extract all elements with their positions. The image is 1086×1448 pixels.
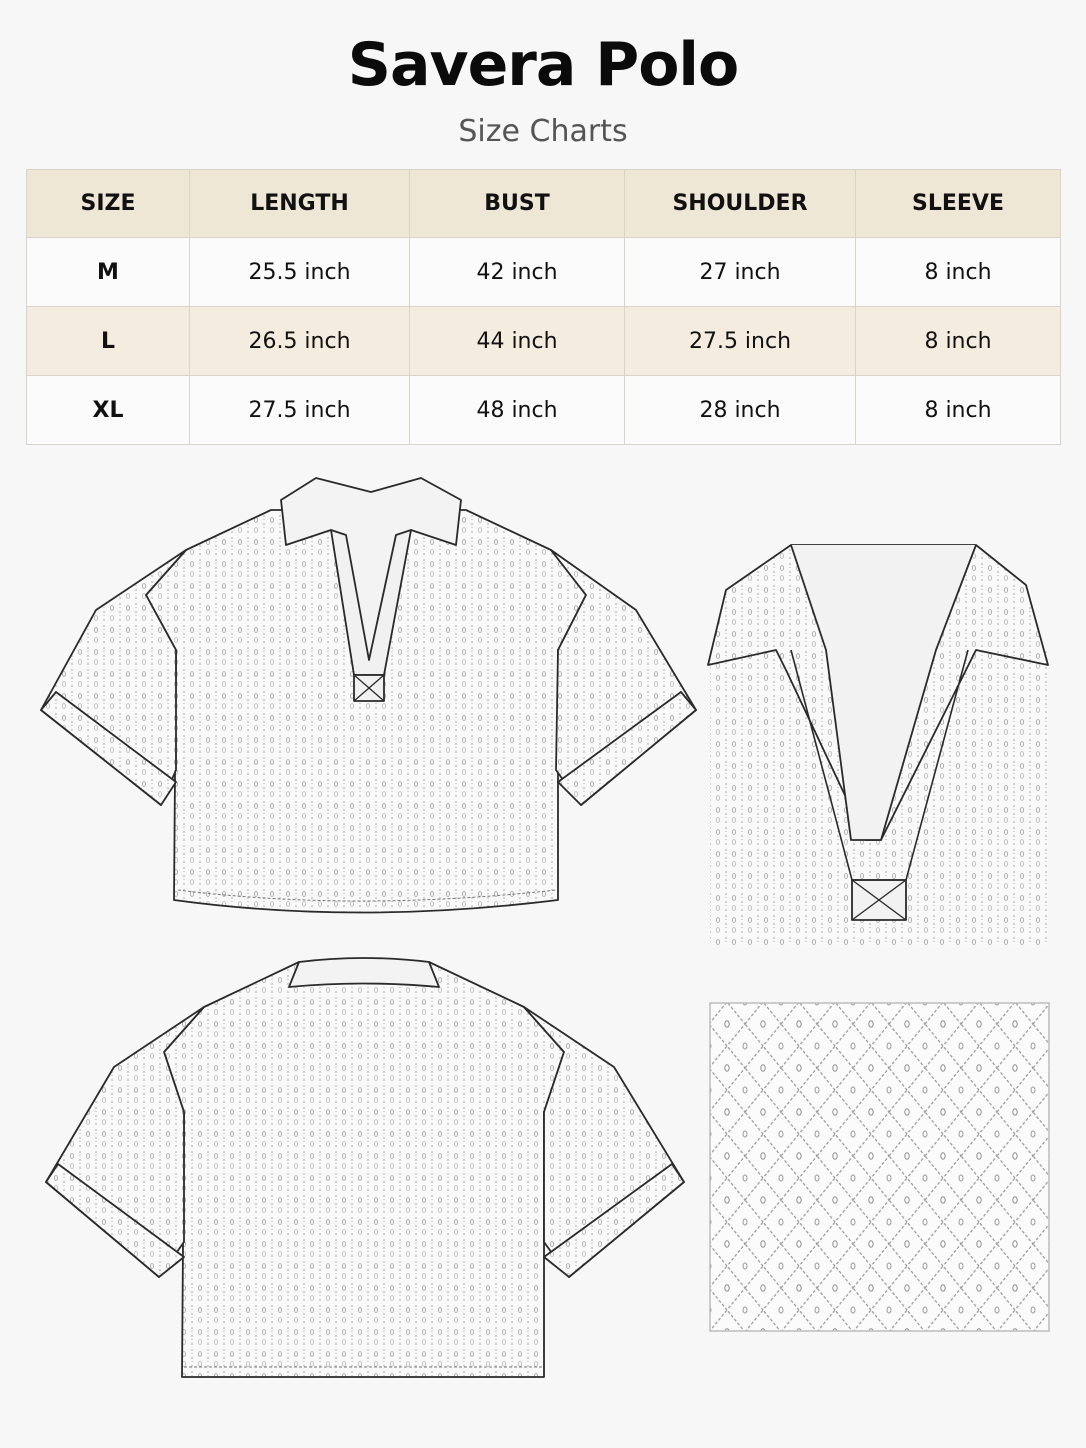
cell-size: L [27, 307, 190, 376]
cell-shoulder: 27 inch [625, 238, 856, 307]
cell-shoulder: 27.5 inch [625, 307, 856, 376]
cell-sleeve: 8 inch [856, 376, 1061, 445]
cell-bust: 42 inch [410, 238, 625, 307]
fabric-swatch-illustration [709, 1002, 1050, 1332]
cell-sleeve: 8 inch [856, 238, 1061, 307]
cell-length: 25.5 inch [190, 238, 410, 307]
header-size: SIZE [27, 170, 190, 238]
cell-length: 26.5 inch [190, 307, 410, 376]
collar-detail-illustration [706, 540, 1052, 945]
header-sleeve: SLEEVE [856, 170, 1061, 238]
page-subtitle: Size Charts [458, 114, 628, 149]
cell-length: 27.5 inch [190, 376, 410, 445]
table-row [27, 376, 1061, 445]
cell-size: M [27, 238, 190, 307]
cell-shoulder: 28 inch [625, 376, 856, 445]
cell-sleeve: 8 inch [856, 307, 1061, 376]
header-shoulder: SHOULDER [625, 170, 856, 238]
table-header-row [27, 170, 1061, 238]
size-chart-table [26, 169, 1061, 445]
cell-size: XL [27, 376, 190, 445]
front-view-illustration [36, 470, 701, 935]
cell-bust: 48 inch [410, 376, 625, 445]
header-length: LENGTH [190, 170, 410, 238]
table-row [27, 238, 1061, 307]
back-view-illustration [44, 952, 689, 1392]
page-title: Savera Polo [347, 30, 739, 100]
header-bust: BUST [410, 170, 625, 238]
table-row [27, 307, 1061, 376]
cell-bust: 44 inch [410, 307, 625, 376]
